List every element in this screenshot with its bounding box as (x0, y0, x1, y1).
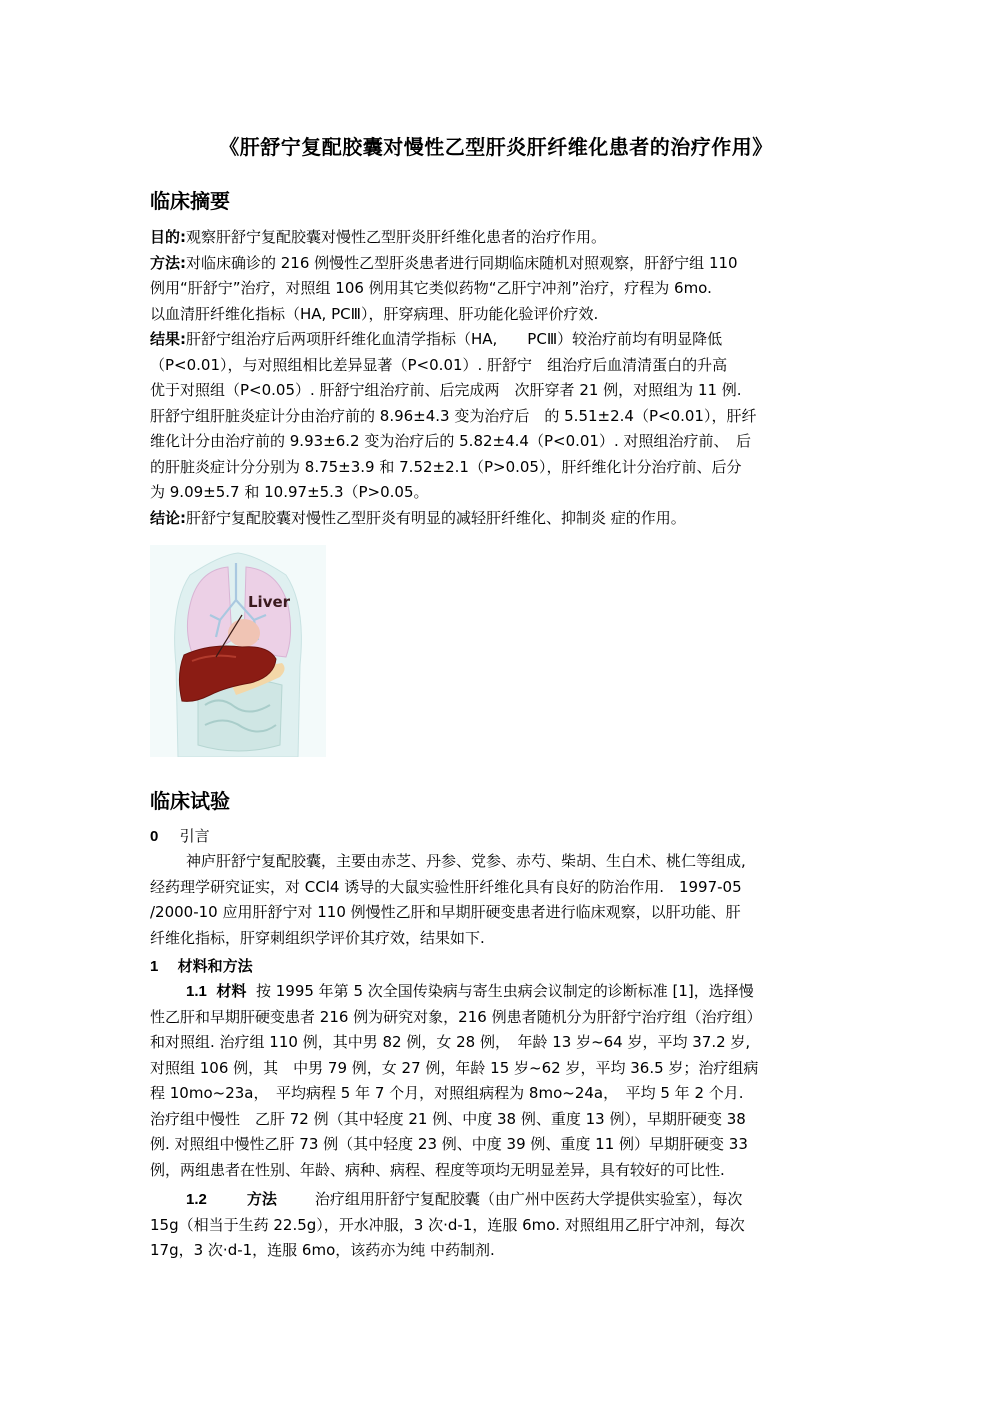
methods-line: 例用“肝舒宁”治疗，对照组 106 例用其它类似药物“乙肝宁冲剂”治疗，疗程为 6mo. (150, 279, 712, 297)
subsection-1-1-title: 材料 (216, 982, 247, 1000)
methods-label: 方法: (150, 253, 186, 272)
abstract-body (150, 225, 842, 531)
subsection-1-1-line: 程 10mo~23a， 平均病程 5 年 7 个月，对照组病程为 8mo~24a， 平均 5 年 2 个月. (150, 1084, 744, 1102)
section-0-line: 经药理学研究证实，对 CCl4 诱导的大鼠实验性肝纤维化具有良好的防治作用. 1997-05 (150, 877, 742, 896)
section-0-line: /2000-10 应用肝舒宁对 110 例慢性乙肝和早期肝硬变患者进行临床观察，以肝功能、肝 (150, 903, 741, 921)
subsection-1-1-number: 1.1 (186, 983, 207, 1000)
section-0-title: 引言 (179, 827, 210, 845)
document-title: 《肝舒宁复配胶囊对慢性乙型肝炎肝纤维化患者的治疗作用》 (219, 135, 773, 159)
results-line: 的肝脏炎症计分分别为 8.75±3.9 和 7.52±2.1（P>0.05），肝纤维化计分治疗前、后分 (150, 457, 742, 476)
results-line: 为 9.09±5.7 和 10.97±5.3（P>0.05。 (150, 483, 429, 501)
conclusion-label: 结论: (150, 508, 186, 527)
results-label: 结果: (150, 330, 186, 348)
methods-line: 对临床确诊的 216 例慢性乙型肝炎患者进行同期临床随机对照观察，肝舒宁组 110 (186, 253, 738, 272)
results-line: 肝舒宁组治疗后两项肝纤维化血清学指标（HA, PCⅢ）较治疗前均有明显降低 (186, 330, 723, 348)
section-1-2-body (150, 1187, 842, 1264)
subsection-1-2-line: 15g（相当于生药 22.5g），开水冲服，3 次·d-1，连服 6mo. 对照组用乙肝宁冲剂，每次 (150, 1215, 745, 1234)
subsection-1-1-line: 例. 对照组中慢性乙肝 73 例（其中轻度 23 例、中度 39 例、重度 11 例）早期肝硬变 33 (150, 1135, 748, 1153)
conclusion-text: 肝舒宁复配胶囊对慢性乙型肝炎有明显的减轻肝纤维化、抑制炎 症的作用。 (186, 508, 686, 527)
subsection-1-2-line: 17g，3 次·d-1，连服 6mo，该药亦为纯 中药制剂. (150, 1241, 495, 1259)
liver-anatomy-figure (150, 545, 326, 757)
section-0-heading: 0 引言 (150, 827, 210, 845)
section-0-line: 神庐肝舒宁复配胶囊，主要由赤芝、丹参、党参、赤芍、柴胡、生白术、桃仁等组成, (186, 852, 746, 870)
subsection-1-1-line: 对照组 106 例，其 中男 79 例，女 27 例，年龄 15 岁~62 岁，平均 36.5 岁；治疗组病 (150, 1058, 759, 1077)
section-1-title: 材料和方法 (177, 957, 253, 975)
section-1-heading: 1 材料和方法 (150, 957, 253, 975)
methods-line: 以血清肝纤维化指标（HA, PCⅢ），肝穿病理、肝功能化验评价疗效. (150, 304, 599, 323)
results-line: 维化计分由治疗前的 9.93±6.2 变为治疗后的 5.82±4.4（P<0.01）. 对照组治疗前、 后 (150, 432, 751, 450)
subsection-1-1-line: 性乙肝和早期肝硬变患者 216 例为研究对象，216 例患者随机分为肝舒宁治疗组（治疗组） (150, 1007, 762, 1026)
subsection-1-2-number: 1.2 (186, 1191, 207, 1208)
objective-label: 目的: (150, 228, 186, 246)
section-0-body (150, 849, 842, 951)
liver-label: Liver (248, 593, 291, 611)
abstract-heading: 临床摘要 (150, 189, 230, 213)
section-0-line: 纤维化指标，肝穿刺组织学评价其疗效，结果如下. (150, 928, 485, 947)
subsection-1-2-line: 治疗组用肝舒宁复配胶囊（由广州中医药大学提供实验室），每次 (314, 1190, 743, 1208)
liver-illustration-icon (150, 545, 326, 757)
objective-text: 观察肝舒宁复配胶囊对慢性乙型肝炎肝纤维化患者的治疗作用。 (186, 228, 607, 246)
subsection-1-2-title: 方法 (246, 1190, 277, 1208)
section-1-1-body (150, 979, 842, 1183)
trial-heading: 临床试验 (150, 789, 230, 813)
results-line: 优于对照组（P<0.05）. 肝舒宁组治疗前、后完成两 次肝穿者 21 例，对照组为 11 例. (150, 381, 742, 399)
subsection-1-1-line: 按 1995 年第 5 次全国传染病与寄生虫病会议制定的诊断标准 [1]，选择慢 (255, 982, 754, 1000)
subsection-1-1-line: 例，两组患者在性别、年龄、病种、病程、程度等项均无明显差异，具有较好的可比性. (150, 1160, 725, 1179)
results-line: （P<0.01），与对照组相比差异显著（P<0.01）. 肝舒宁 组治疗后血清清蛋白的升高 (150, 355, 728, 374)
results-line: 肝舒宁组肝脏炎症计分由治疗前的 8.96±4.3 变为治疗后 的 5.51±2.4（P<0.01），肝纤 (150, 406, 757, 425)
subsection-1-1-line: 治疗组中慢性 乙肝 72 例（其中轻度 21 例、中度 38 例、重度 13 例），早期肝硬变 38 (150, 1109, 746, 1128)
subsection-1-1-line: 和对照组. 治疗组 110 例，其中男 82 例，女 28 例， 年龄 13 岁~64 岁，平均 37.2 岁, (150, 1033, 751, 1051)
